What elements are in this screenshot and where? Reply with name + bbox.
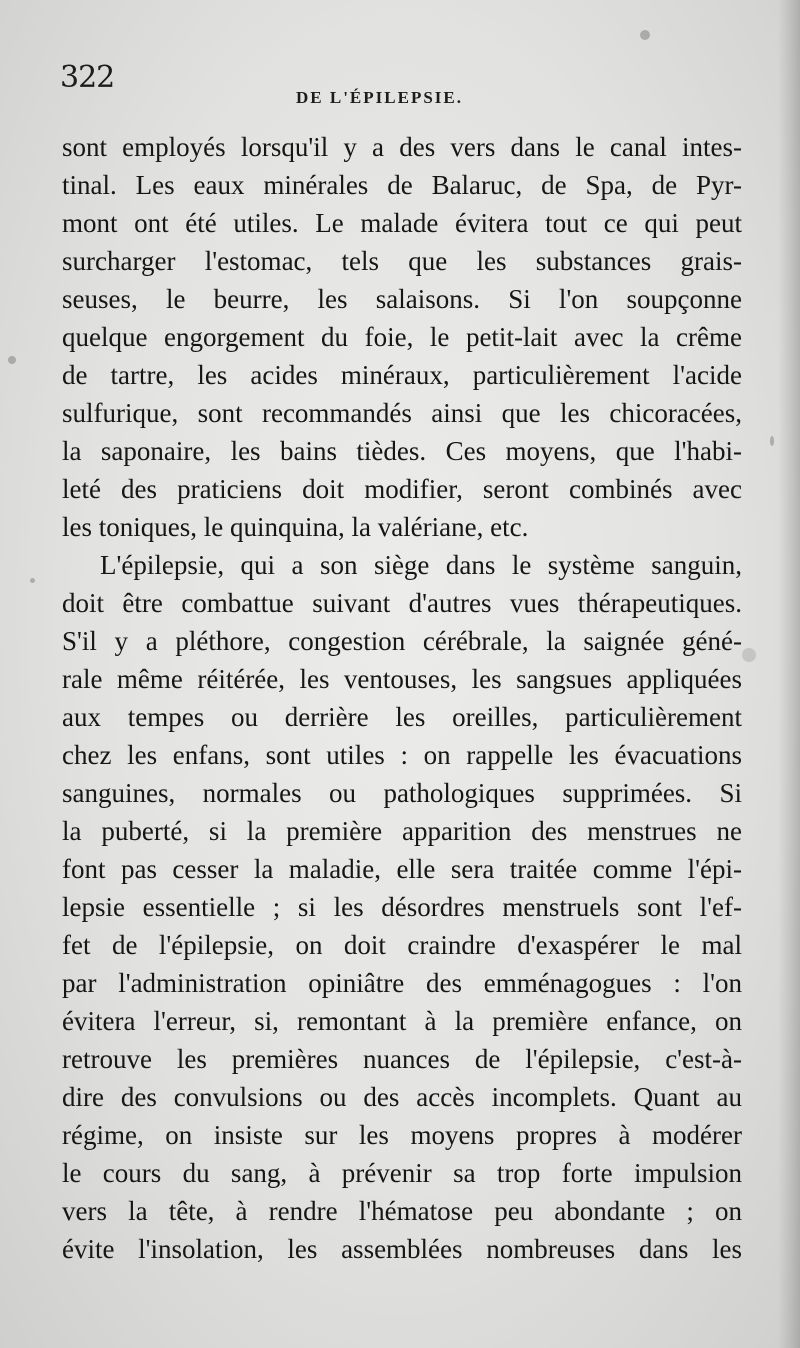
running-title: DE L'ÉPILEPSIE.	[296, 88, 463, 107]
paper-speck	[770, 436, 774, 446]
text-line: vers la tête, à rendre l'hématose peu abondante ; on	[62, 1196, 742, 1226]
paragraph-first-line: L'épilepsie, qui a son siège dans le système sanguin,	[100, 550, 742, 580]
text-line: font pas cesser la maladie, elle sera traitée comme l'épi-	[62, 854, 742, 884]
text-line: sulfurique, sont recommandés ainsi que les chicoracées,	[62, 398, 742, 428]
text-line: la saponaire, les bains tièdes. Ces moyens, que l'habi-	[62, 436, 742, 466]
text-line: seuses, le beurre, les salaisons. Si l'on soupçonne	[62, 284, 742, 314]
text-line: sont employés lorsqu'il y a des vers dans le canal intes-	[62, 132, 742, 162]
text-line: dire des convulsions ou des accès incomplets. Quant au	[62, 1082, 742, 1112]
text-line: lepsie essentielle ; si les désordres menstruels sont l'ef-	[62, 892, 742, 922]
text-line: quelque engorgement du foie, le petit-lait avec la crême	[62, 322, 742, 352]
text-line: leté des praticiens doit modifier, seront combinés avec	[62, 474, 742, 504]
text-line: évite l'insolation, les assemblées nombreuses dans les	[62, 1234, 742, 1264]
paper-speck	[8, 356, 16, 364]
text-line: sanguines, normales ou pathologiques supprimées. Si	[62, 778, 742, 808]
text-line: par l'administration opiniâtre des emménagogues : l'on	[62, 968, 742, 998]
text-line: tinal. Les eaux minérales de Balaruc, de Spa, de Pyr-	[62, 170, 742, 200]
text-line: rale même réitérée, les ventouses, les sangsues appliquées	[62, 664, 742, 694]
text-line: fet de l'épilepsie, on doit craindre d'exaspérer le mal	[62, 930, 742, 960]
text-line: retrouve les premières nuances de l'épilepsie, c'est-à-	[62, 1044, 742, 1074]
text-line: chez les enfans, sont utiles : on rappelle les évacuations	[62, 740, 742, 770]
page-edge-shadow	[778, 0, 800, 1348]
paragraph-last-line: les toniques, le quinquina, la valériane, etc.	[62, 512, 529, 542]
text-line: aux tempes ou derrière les oreilles, particulièrement	[62, 702, 742, 732]
page-number: 322	[60, 60, 115, 95]
text-line: la puberté, si la première apparition des menstrues ne	[62, 816, 742, 846]
paper-speck	[742, 648, 756, 662]
text-line: évitera l'erreur, si, remontant à la première enfance, on	[62, 1006, 742, 1036]
paper-speck	[30, 578, 35, 583]
text-line: doit être combattue suivant d'autres vues thérapeutiques.	[62, 588, 742, 618]
text-line: mont ont été utiles. Le malade évitera tout ce qui peut	[62, 208, 742, 238]
text-line: surcharger l'estomac, tels que les substances grais-	[62, 246, 742, 276]
paper-speck	[640, 30, 650, 40]
text-line: régime, on insiste sur les moyens propres à modérer	[62, 1120, 742, 1150]
text-line: le cours du sang, à prévenir sa trop forte impulsion	[62, 1158, 742, 1188]
text-line: de tartre, les acides minéraux, particulièrement l'acide	[62, 360, 742, 390]
text-line: S'il y a pléthore, congestion cérébrale, la saignée géné-	[62, 626, 742, 656]
